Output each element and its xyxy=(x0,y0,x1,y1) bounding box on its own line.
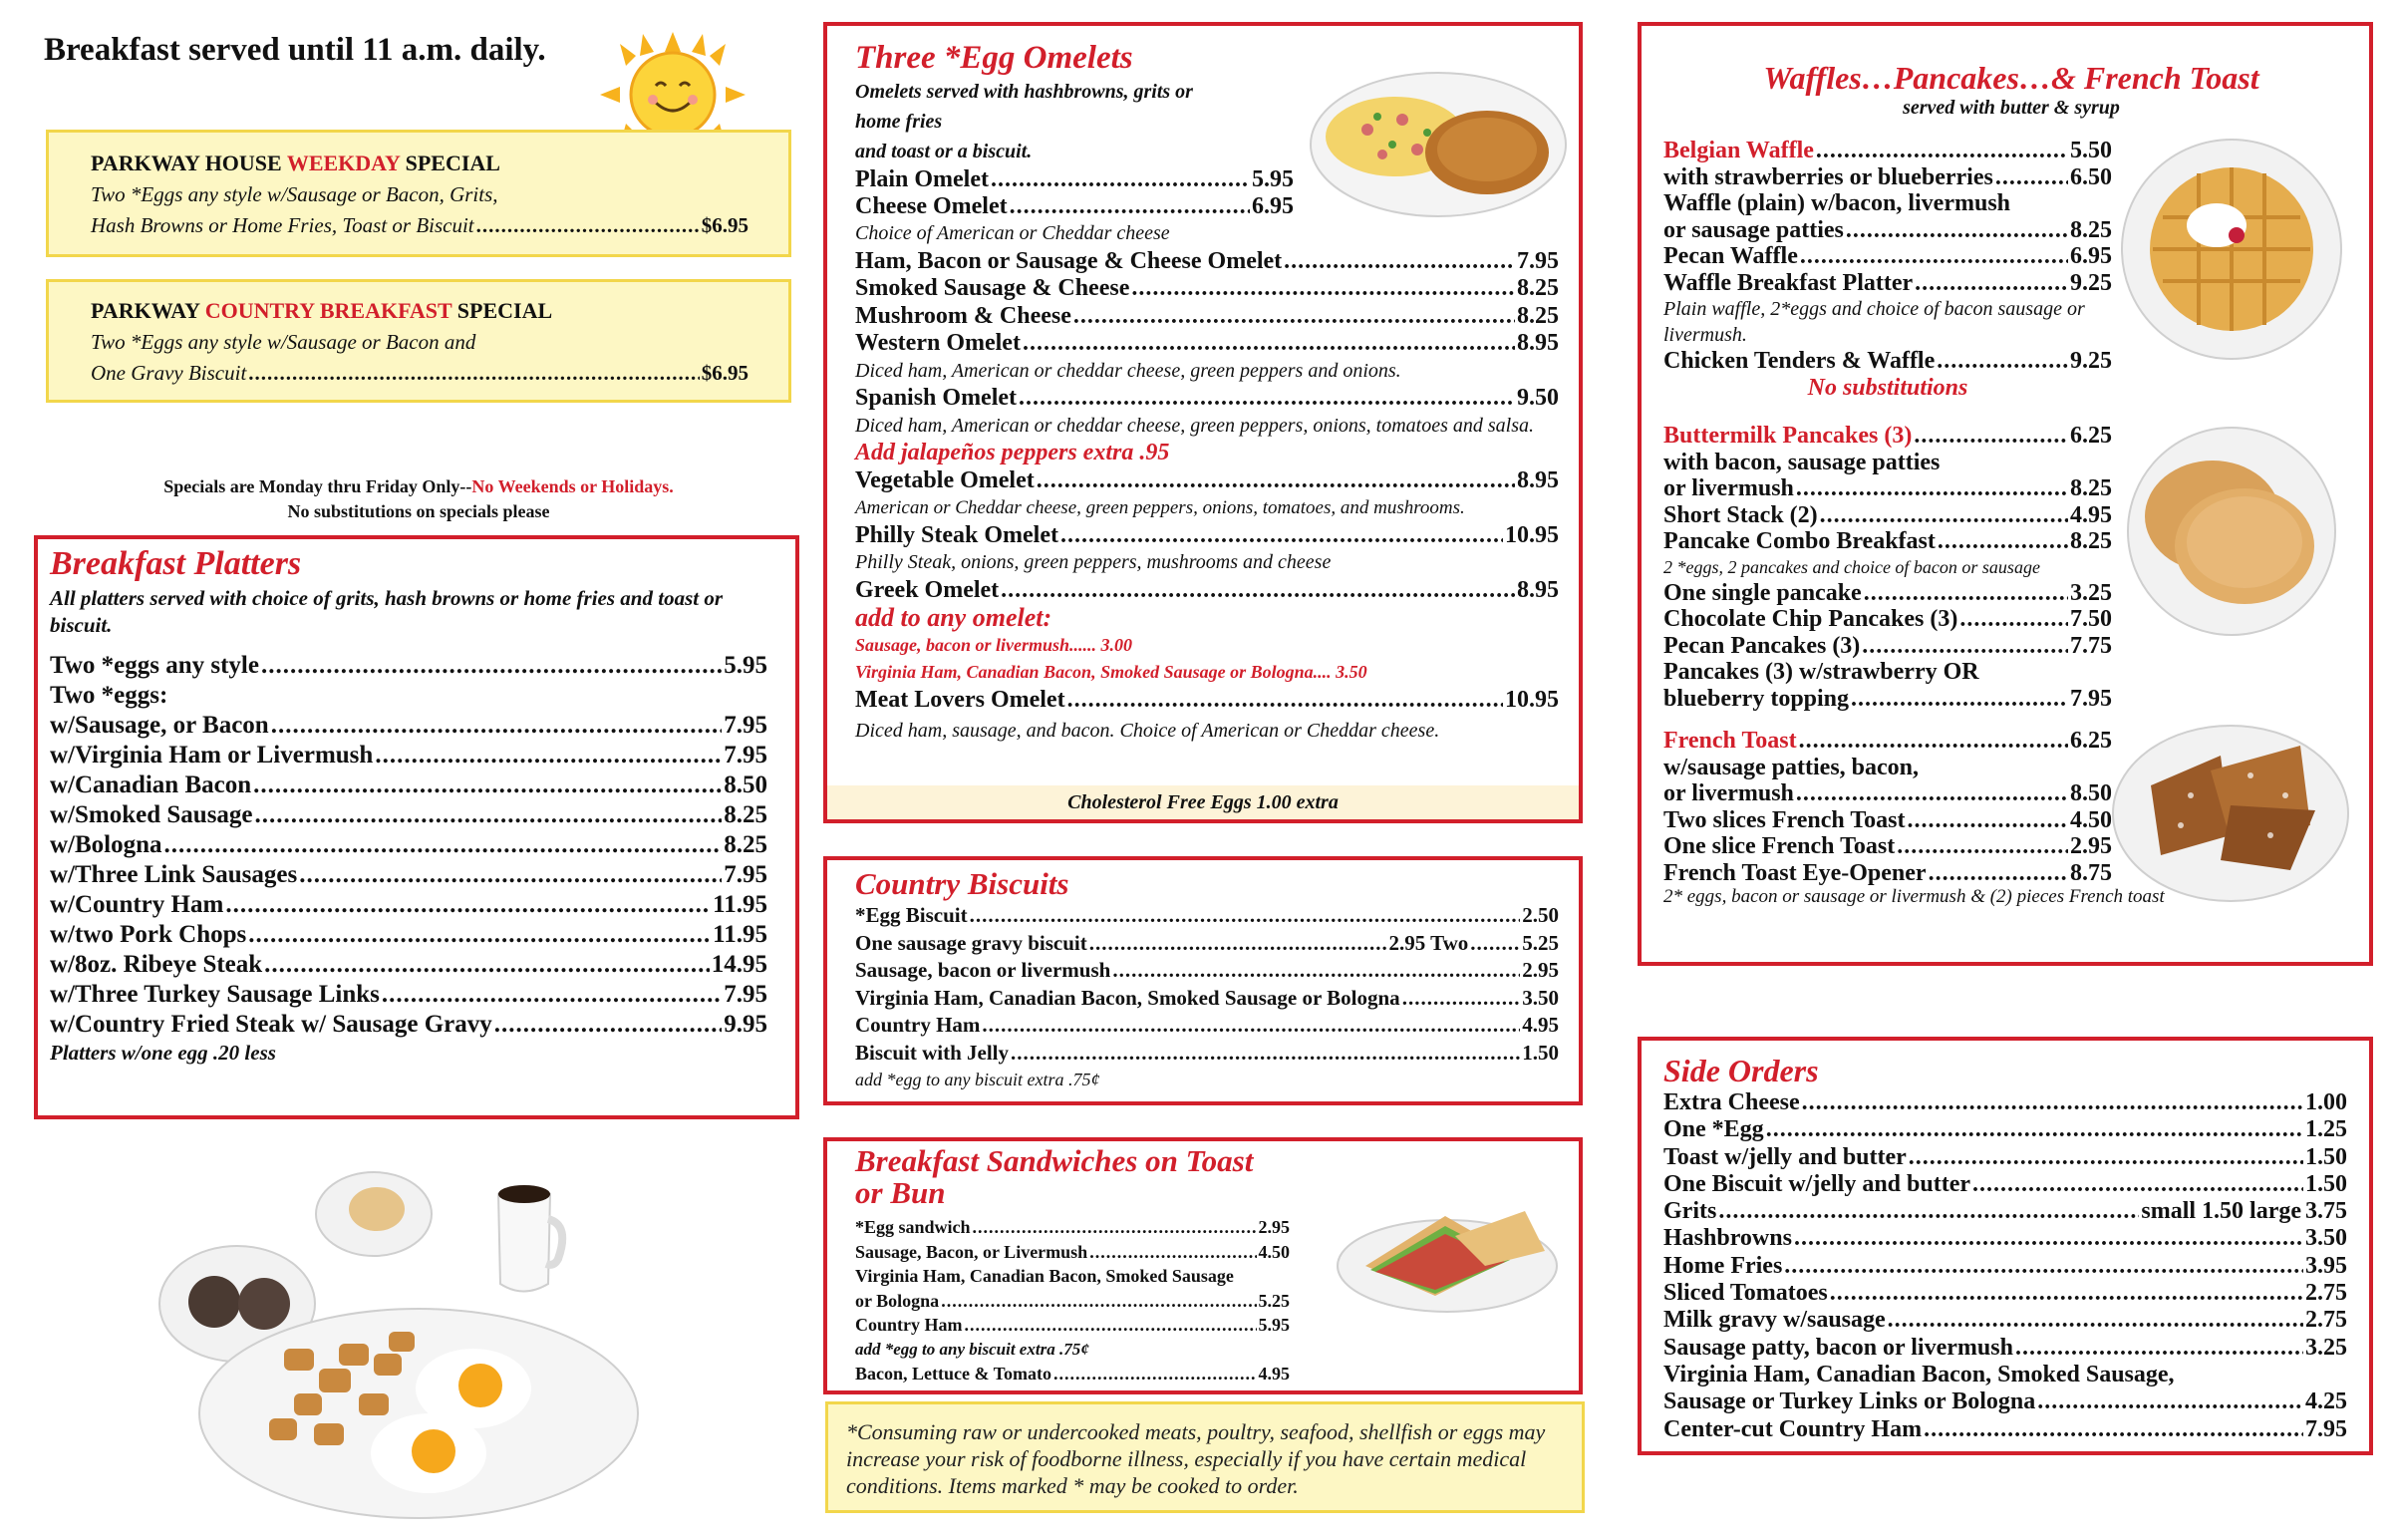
menu-item: Sausage patty, bacon or livermush ..... 3.25 xyxy=(1663,1335,2347,1362)
section-subtitle: served with butter & syrup xyxy=(1903,97,2120,119)
menu-item: Pancake Combo Breakfast ..... 8.25 xyxy=(1663,528,2112,555)
item-desc: add *egg to any biscuit extra .75¢ xyxy=(855,1339,1089,1359)
menu-item: w/Three Link Sausages ..... 7.95 xyxy=(50,860,767,890)
french-toast-photo xyxy=(2111,716,2350,905)
section-desc: home fries xyxy=(855,111,943,133)
omelet-photo xyxy=(1308,55,1569,224)
menu-item: Sausage or Turkey Links or Bologna ..... 4.25 xyxy=(1663,1388,2347,1415)
menu-item: French Toast ..... 6.25 xyxy=(1663,728,2112,755)
specials-note-line2: No substitutions on specials please xyxy=(287,501,550,521)
special-label: PARKWAY xyxy=(91,298,205,323)
breakfast-plate-photo xyxy=(130,1154,648,1523)
menu-item: or livermush ..... 8.25 xyxy=(1663,475,2112,502)
menu-item: Mushroom & Cheese ..... 8.25 xyxy=(855,303,1559,331)
sandwich-photo xyxy=(1336,1196,1560,1316)
menu-item: Sausage, Bacon, or Livermush ..... 4.50 xyxy=(855,1240,1290,1265)
menu-item: Sausage, bacon or livermush ..... 2.95 xyxy=(855,957,1559,985)
section-footer: Platters w/one egg .20 less xyxy=(50,1041,276,1065)
addon-item: Virginia Ham, Canadian Bacon, Smoked Sausage or Bologna.... 3.50 xyxy=(855,662,1367,682)
section-title: Country Biscuits xyxy=(855,866,1069,901)
menu-item: Cheese Omelet ..... 6.95 xyxy=(855,193,1294,220)
menu-item: Country Ham ..... 4.95 xyxy=(855,1012,1559,1040)
section-title-2: or Bun xyxy=(855,1175,946,1210)
menu-item: Biscuit with Jelly ..... 1.50 xyxy=(855,1040,1559,1068)
platter-list xyxy=(50,651,767,1040)
menu-item: Bacon, Lettuce & Tomato ..... 4.95 xyxy=(855,1362,1290,1386)
menu-item: or Bologna ..... 5.25 xyxy=(855,1289,1290,1314)
item-desc: Diced ham, American or cheddar cheese, green peppers and onions. xyxy=(855,359,1401,382)
menu-item: One sausage gravy biscuit ..... 2.95 Two ..... 5.25 xyxy=(855,930,1559,958)
item-desc: American or Cheddar cheese, green peppers, onions, tomatoes, and mushrooms. xyxy=(855,497,1465,518)
menu-item: Waffle Breakfast Platter ..... 9.25 xyxy=(1663,270,2112,297)
section-title: Breakfast Platters xyxy=(50,545,302,582)
item-desc: 2 *eggs, 2 pancakes and choice of bacon or sausage xyxy=(1663,556,2040,577)
menu-item: w/two Pork Chops ..... 11.95 xyxy=(50,920,767,950)
menu-item: Belgian Waffle ..... 5.50 xyxy=(1663,138,2112,164)
section-desc: Omelets served with hashbrowns, grits or xyxy=(855,81,1193,103)
addon-note: Add jalapeños peppers extra .95 xyxy=(855,440,1170,465)
breakfast-hours: Breakfast served until 11 a.m. daily. xyxy=(44,32,546,68)
country-special xyxy=(46,279,791,403)
special-desc: Two *Eggs any style w/Sausage or Bacon and xyxy=(91,330,476,354)
menu-item: Plain Omelet ..... 5.95 xyxy=(855,166,1294,193)
menu-item: w/Virginia Ham or Livermush ..... 7.95 xyxy=(50,741,767,770)
menu-item: One single pancake ..... 3.25 xyxy=(1663,580,2112,607)
section-title: Three *Egg Omelets xyxy=(855,40,1133,76)
item-desc: Diced ham, American or cheddar cheese, green peppers, onions, tomatoes and salsa. xyxy=(855,414,1534,437)
menu-item: w/sausage patties, bacon, xyxy=(1663,754,1920,780)
menu-item: One slice French Toast ..... 2.95 xyxy=(1663,833,2112,860)
menu-item: Philly Steak Omelet ..... 10.95 xyxy=(855,522,1559,550)
menu-item: Sliced Tomatoes ..... 2.75 xyxy=(1663,1280,2347,1307)
foodborne-warning xyxy=(825,1401,1585,1513)
menu-item: Virginia Ham, Canadian Bacon, Smoked Sausage, xyxy=(1663,1361,2175,1387)
menu-item: w/Sausage, or Bacon ..... 7.95 xyxy=(50,711,767,741)
menu-item: Milk gravy w/sausage ..... 2.75 xyxy=(1663,1307,2347,1334)
item-desc: Philly Steak, onions, green peppers, mushrooms and cheese xyxy=(855,551,1332,573)
menu-item: Two *eggs any style ..... 5.95 xyxy=(50,651,767,681)
special-price: $6.95 xyxy=(701,213,749,237)
menu-item: blueberry topping ..... 7.95 xyxy=(1663,686,2112,713)
menu-item: Western Omelet ..... 8.95 xyxy=(855,330,1559,358)
menu-item: w/8oz. Ribeye Steak ..... 14.95 xyxy=(50,950,767,980)
menu-item: with strawberries or blueberries ..... 6.50 xyxy=(1663,164,2112,191)
menu-item: Waffle (plain) w/bacon, livermush xyxy=(1663,190,2011,216)
menu-item: Pancakes (3) w/strawberry OR xyxy=(1663,659,1979,685)
menu-item: Center-cut Country Ham ..... 7.95 xyxy=(1663,1416,2347,1443)
weekday-special xyxy=(46,130,791,257)
biscuit-list xyxy=(855,902,1559,1067)
pancake-photo xyxy=(2113,427,2350,636)
menu-item: *Egg sandwich ..... 2.95 xyxy=(855,1215,1290,1240)
section-title: Waffles…Pancakes…& French Toast xyxy=(1763,60,2259,96)
addon-title: add to any omelet: xyxy=(855,603,1052,632)
menu-item: w/Country Fried Steak w/ Sausage Gravy ..... 9.95 xyxy=(50,1010,767,1040)
menu-item: w/Smoked Sausage ..... 8.25 xyxy=(50,800,767,830)
warning-text: *Consuming raw or undercooked meats, poultry, seafood, shellfish or eggs may increase your risk of foodborne illness, especially if you have certain medical conditions. Items marked * may be cooked to order. xyxy=(846,1419,1546,1498)
platters-section xyxy=(34,535,799,1119)
menu-item: Two *eggs: xyxy=(50,682,168,709)
menu-item: Short Stack (2) ..... 4.95 xyxy=(1663,502,2112,529)
menu-item: Home Fries ..... 3.95 xyxy=(1663,1253,2347,1280)
specials-note-accent: No Weekends or Holidays. xyxy=(471,476,674,496)
menu-item: Pecan Waffle ..... 6.95 xyxy=(1663,243,2112,270)
special-label-end: SPECIAL xyxy=(451,298,553,323)
menu-item: w/Bologna ..... 8.25 xyxy=(50,830,767,860)
menu-item: Two slices French Toast ..... 4.50 xyxy=(1663,807,2112,834)
menu-item: *Egg Biscuit ..... 2.50 xyxy=(855,902,1559,930)
menu-item: Virginia Ham, Canadian Bacon, Smoked Sausage xyxy=(855,1266,1234,1286)
menu-item: Chicken Tenders & Waffle ..... 9.25 xyxy=(1663,348,2112,375)
special-desc: Hash Browns or Home Fries, Toast or Biscuit xyxy=(91,213,474,237)
item-desc: Choice of American or Cheddar cheese xyxy=(855,222,1170,244)
addon-item: Sausage, bacon or livermush...... 3.00 xyxy=(855,634,1133,655)
special-desc: Two *Eggs any style w/Sausage or Bacon, Grits, xyxy=(91,182,498,206)
section-desc: and toast or a biscuit. xyxy=(855,141,1033,162)
menu-item: or sausage patties ..... 8.25 xyxy=(1663,217,2112,244)
menu-item: One Biscuit w/jelly and butter ..... 1.50 xyxy=(1663,1171,2347,1198)
section-title: Breakfast Sandwiches on Toast xyxy=(855,1143,1254,1178)
menu-item: Toast w/jelly and butter ..... 1.50 xyxy=(1663,1144,2347,1171)
menu-item: Meat Lovers Omelet ..... 10.95 xyxy=(855,687,1559,715)
special-label-end: SPECIAL xyxy=(400,151,500,175)
special-price: $6.95 xyxy=(701,361,749,385)
special-accent: COUNTRY BREAKFAST xyxy=(204,298,452,323)
menu-item: Hashbrowns ..... 3.50 xyxy=(1663,1225,2347,1252)
menu-item: with bacon, sausage patties xyxy=(1663,449,1941,475)
cholesterol-note: Cholesterol Free Eggs 1.00 extra xyxy=(827,785,1579,819)
section-title: Side Orders xyxy=(1663,1053,1819,1088)
menu-item: w/Three Turkey Sausage Links ..... 7.95 xyxy=(50,980,767,1010)
menu-item: w/Country Ham ..... 11.95 xyxy=(50,890,767,920)
biscuits-section xyxy=(823,856,1583,1105)
specials-note-text: Specials are Monday thru Friday Only-- xyxy=(163,476,472,496)
special-accent: WEEKDAY xyxy=(286,151,401,175)
menu-item: w/Canadian Bacon ..... 8.50 xyxy=(50,770,767,800)
special-label: PARKWAY HOUSE xyxy=(91,151,287,175)
item-desc: 2* eggs, bacon or sausage or livermush & (2) pieces French toast xyxy=(1663,886,2165,907)
menu-item: Virginia Ham, Canadian Bacon, Smoked Sausage or Bologna ..... 3.50 xyxy=(855,985,1559,1013)
menu-item: Grits ..... small 1.50 large 3.75 xyxy=(1663,1198,2347,1225)
menu-item: One *Egg ..... 1.25 xyxy=(1663,1116,2347,1143)
section-footer: add *egg to any biscuit extra .75¢ xyxy=(855,1070,1100,1089)
menu-item: Pecan Pancakes (3) ..... 7.75 xyxy=(1663,633,2112,660)
menu-item: Greek Omelet ..... 8.95 xyxy=(855,577,1559,605)
section-desc: All platters served with choice of grits, hash browns or home fries and toast or biscuit. xyxy=(50,586,723,637)
sides-section xyxy=(1638,1037,2373,1455)
menu-item: Vegetable Omelet ..... 8.95 xyxy=(855,467,1559,495)
waffle-photo xyxy=(2113,138,2350,362)
menu-item: French Toast Eye-Opener ..... 8.75 xyxy=(1663,860,2112,887)
item-desc: Plain waffle, 2*eggs and choice of bacon sausage or livermush. xyxy=(1663,298,2085,346)
special-desc: One Gravy Biscuit xyxy=(91,361,247,385)
menu-item: Country Ham ..... 5.95 xyxy=(855,1313,1290,1338)
item-desc: Diced ham, sausage, and bacon. Choice of American or Cheddar cheese. xyxy=(855,720,1440,742)
menu-item: Chocolate Chip Pancakes (3) ..... 7.50 xyxy=(1663,606,2112,633)
side-list xyxy=(1663,1089,2347,1362)
menu-item: Smoked Sausage & Cheese ..... 8.25 xyxy=(855,275,1559,303)
menu-item: Extra Cheese ..... 1.00 xyxy=(1663,1089,2347,1116)
menu-item: Ham, Bacon or Sausage & Cheese Omelet ..... 7.95 xyxy=(855,248,1559,276)
menu-item: Spanish Omelet ..... 9.50 xyxy=(855,385,1559,413)
menu-item: Buttermilk Pancakes (3) ..... 6.25 xyxy=(1663,423,2112,450)
menu-item: or livermush ..... 8.50 xyxy=(1663,780,2112,807)
specials-note xyxy=(40,476,797,522)
no-substitutions: No substitutions xyxy=(1807,374,1968,401)
